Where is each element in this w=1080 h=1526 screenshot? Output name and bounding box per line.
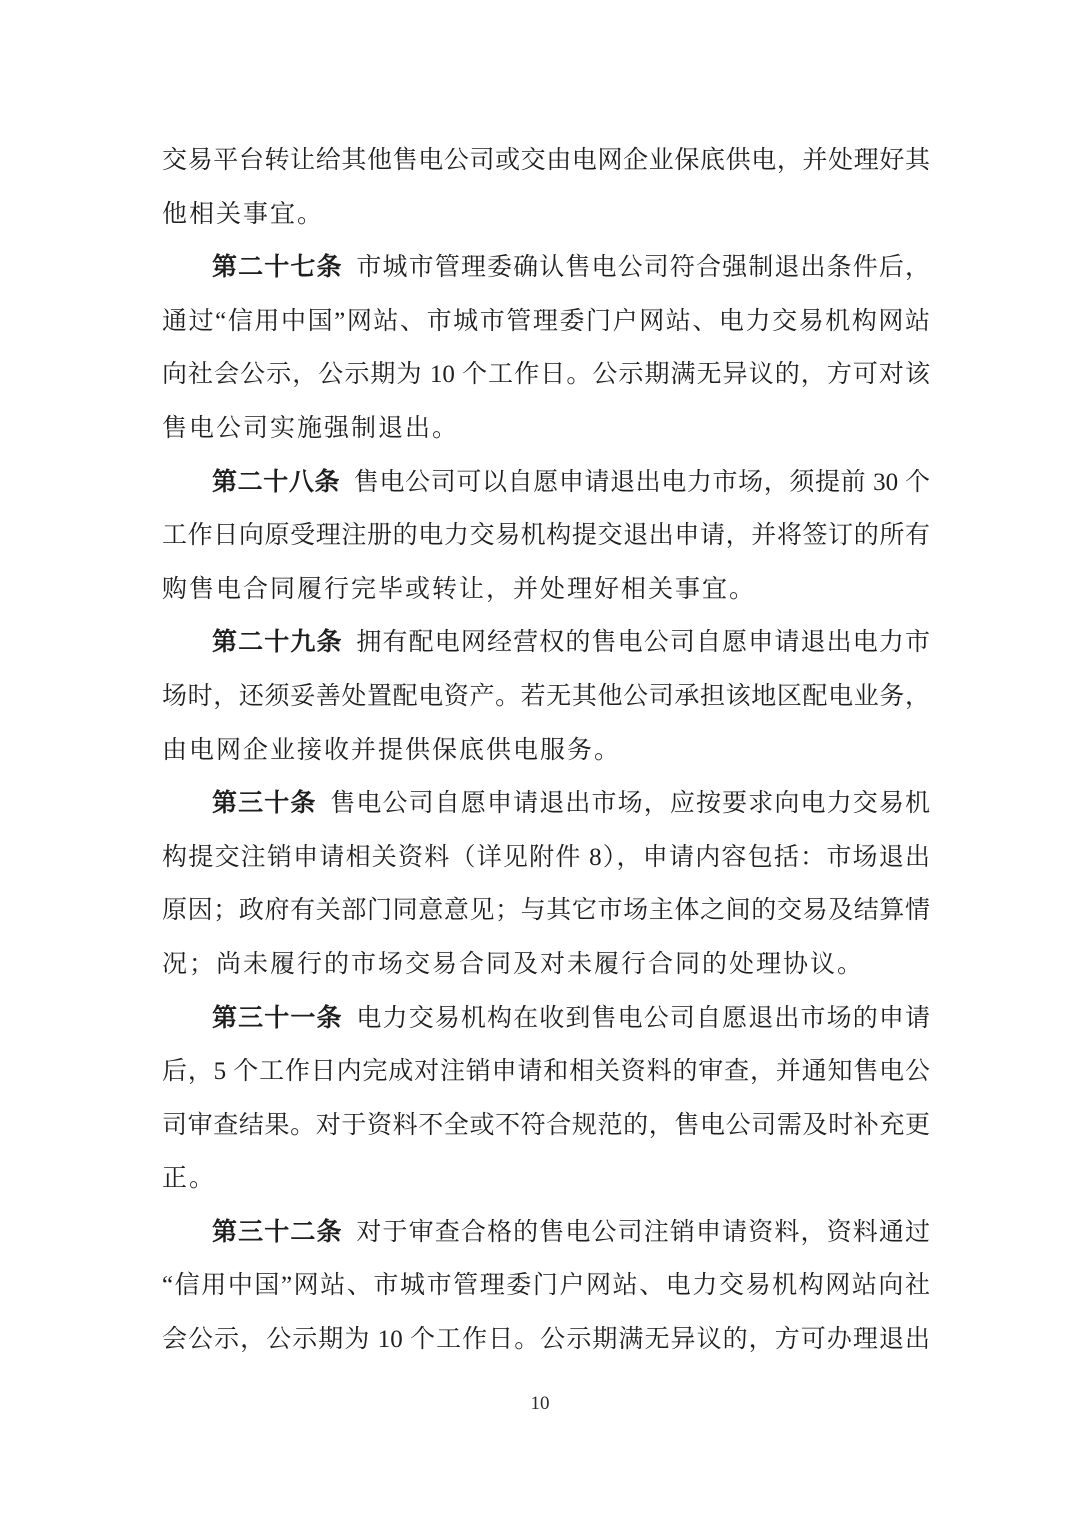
line-text: 况；尚未履行的市场交易合同及对未履行合同的处理协议。 (162, 950, 865, 978)
line-text: 工作日向原受理注册的电力交易机构提交退出申请，并将签订的所有 (162, 522, 930, 550)
text-line (162, 241, 930, 295)
line-text: 交易平台转让给其他售电公司或交由电网企业保底供电，并处理好其 (162, 147, 930, 174)
page-number: 10 (530, 1393, 550, 1414)
text-line (162, 670, 930, 724)
paragraph (162, 992, 930, 1206)
line-text: 售电公司自愿申请退出市场，应按要求向电力交易机 (330, 790, 930, 818)
article-number: 第三十一条 (212, 1004, 343, 1032)
text-line (162, 884, 930, 938)
paragraph (162, 1206, 930, 1367)
paragraph (162, 241, 930, 455)
line-text: 电力交易机构在收到售电公司自愿退出市场的申请 (356, 1004, 930, 1032)
line-text: 构提交注销申请相关资料（详见附件 8），申请内容包括：市场退出 (162, 843, 930, 871)
line-text: 由电网企业接收并提供保底供电服务。 (162, 736, 622, 764)
paragraph (162, 456, 930, 617)
line-text: 拥有配电网经营权的售电公司自愿申请退出电力市 (356, 629, 930, 657)
text-line (162, 188, 930, 242)
text-line (162, 938, 930, 992)
paragraph (162, 777, 930, 991)
text-line (162, 1313, 930, 1367)
line-text: 购售电合同履行完毕或转让，并处理好相关事宜。 (162, 575, 757, 603)
text-line (162, 456, 930, 510)
line-text: 原因；政府有关部门同意意见；与其它市场主体之间的交易及结算情 (162, 897, 930, 925)
line-text: 场时，还须妥善处置配电资产。若无其他公司承担该地区配电业务， (162, 682, 930, 710)
article-number: 第二十九条 (212, 629, 343, 657)
text-line (162, 1099, 930, 1153)
text-line (162, 777, 930, 831)
text-line (162, 1259, 930, 1313)
line-text: 通过“信用中国”网站、市城市管理委门户网站、电力交易机构网站 (162, 307, 930, 335)
line-text: 售电公司实施强制退出。 (162, 414, 460, 442)
line-text: 后，5 个工作日内完成对注销申请和相关资料的审查，并通知售电公 (162, 1058, 930, 1086)
text-line (162, 509, 930, 563)
article-number: 第三十二条 (212, 1218, 343, 1246)
article-number: 第二十八条 (212, 468, 341, 496)
text-line (162, 616, 930, 670)
line-text: 司审查结果。对于资料不全或不符合规范的，售电公司需及时补充更 (162, 1111, 930, 1139)
line-text: 对于审查合格的售电公司注销申请资料，资料通过 (356, 1218, 930, 1246)
text-line (162, 295, 930, 349)
text-line (162, 992, 930, 1046)
line-text: “信用中国”网站、市城市管理委门户网站、电力交易机构网站向社 (162, 1272, 930, 1300)
text-line (162, 134, 930, 188)
line-text: 向社会公示，公示期为 10 个工作日。公示期满无异议的，方可对该 (162, 361, 930, 389)
line-text: 会公示，公示期为 10 个工作日。公示期满无异议的，方可办理退出 (162, 1326, 930, 1354)
line-text: 他相关事宜。 (162, 200, 325, 228)
text-line (162, 1045, 930, 1099)
line-text: 正。 (162, 1165, 217, 1193)
text-line (162, 831, 930, 885)
paragraph (162, 134, 930, 241)
text-line (162, 724, 930, 778)
article-number: 第三十条 (212, 790, 317, 818)
line-text: 售电公司可以自愿申请退出电力市场，须提前 30 个 (353, 468, 930, 496)
text-line (162, 348, 930, 402)
text-line (162, 1152, 930, 1206)
text-line (162, 402, 930, 456)
document-body (162, 134, 930, 1367)
article-number: 第二十七条 (212, 254, 343, 282)
paragraph (162, 616, 930, 777)
text-line (162, 563, 930, 617)
text-line (162, 1206, 930, 1260)
line-text: 市城市管理委确认售电公司符合强制退出条件后， (356, 254, 930, 282)
